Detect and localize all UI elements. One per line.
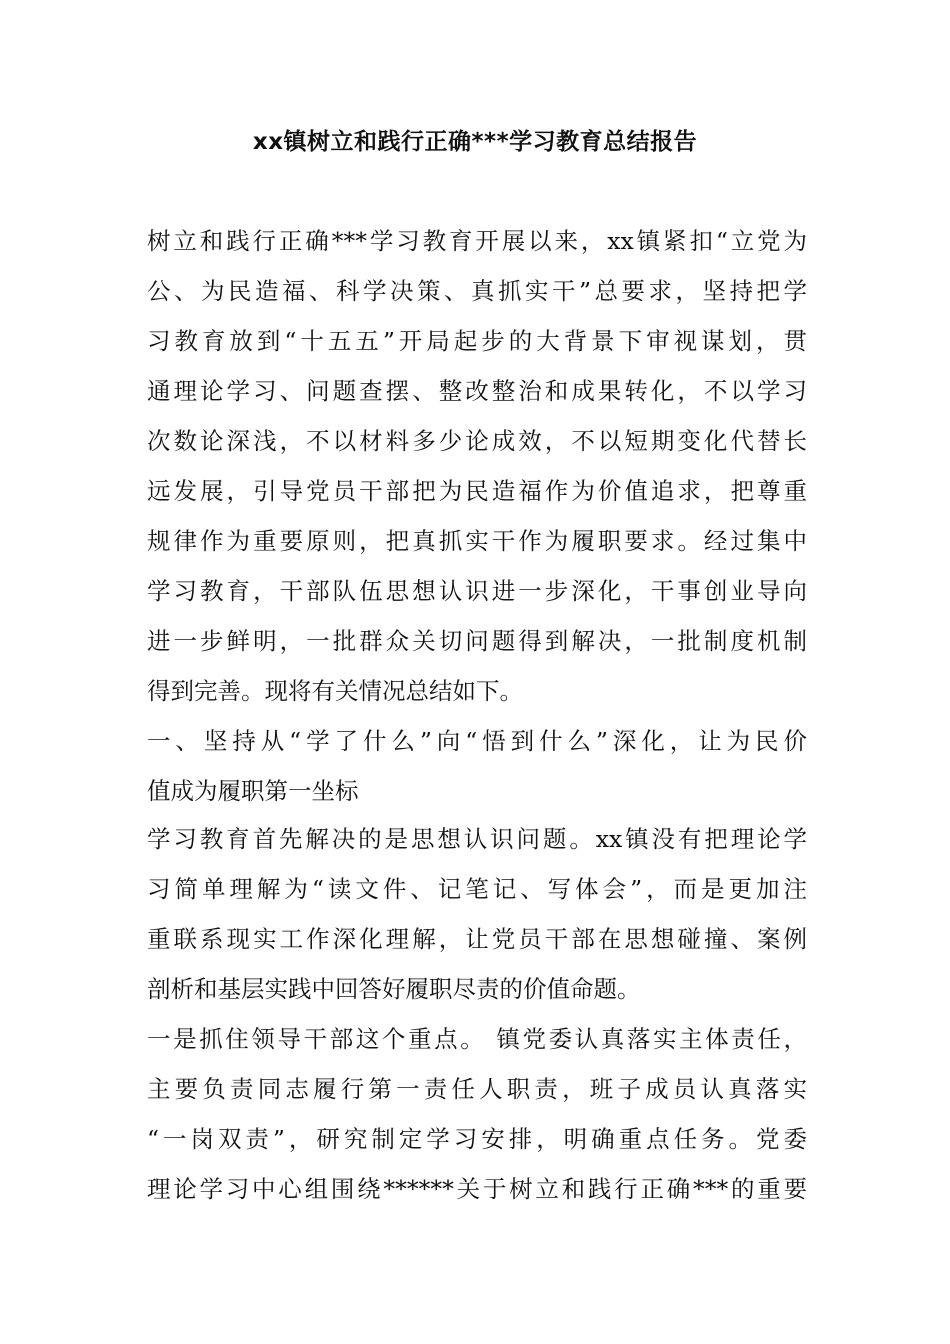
text-line: 剖析和基层实践中回答好履职尽责的价值命题。: [147, 975, 641, 1003]
text-line: 次数论深浅，不以材料多少论成效，不以短期变化代替长: [147, 427, 807, 455]
text-line: 远发展，引导党员干部把为民造福作为价值追求，把尊重: [147, 477, 807, 505]
text-line: 得到完善。现将有关情况总结如下。: [147, 677, 523, 705]
text-line: 理论学习中心组围绕******关于树立和践行正确***的重要: [147, 1175, 807, 1203]
text-line: 树立和践行正确***学习教育开展以来，xx镇紧扣“立党为: [147, 227, 807, 255]
text-line: 规律作为重要原则，把真抓实干作为履职要求。经过集中: [147, 527, 807, 555]
text-line: 学习教育首先解决的是思想认识问题。xx镇没有把理论学: [147, 825, 807, 853]
text-line: 习教育放到“十五五”开局起步的大背景下审视谋划，贯: [147, 327, 807, 355]
text-line: 通理论学习、问题查摆、整改整治和成果转化，不以学习: [147, 377, 807, 405]
text-line: 一是抓住领导干部这个重点。 镇党委认真落实主体责任，: [147, 1025, 807, 1053]
text-line: “一岗双责”，研究制定学习安排，明确重点任务。党委: [147, 1125, 807, 1153]
section-heading-line: 值成为履职第一坐标: [147, 777, 359, 805]
text-line: 主要负责同志履行第一责任人职责，班子成员认真落实: [147, 1075, 807, 1103]
text-line: 习简单理解为“读文件、记笔记、写体会”，而是更加注: [147, 875, 807, 903]
document-title: xx镇树立和践行正确***学习教育总结报告: [252, 129, 698, 155]
text-line: 进一步鲜明，一批群众关切问题得到解决，一批制度机制: [147, 627, 807, 655]
text-line: 学习教育，干部队伍思想认识进一步深化，干事创业导向: [147, 577, 807, 605]
section-heading-line: 一、坚持从“学了什么”向“悟到什么”深化，让为民价: [147, 727, 807, 755]
text-line: 公、为民造福、科学决策、真抓实干”总要求，坚持把学: [147, 277, 807, 305]
text-line: 重联系现实工作深化理解，让党员干部在思想碰撞、案例: [147, 925, 807, 953]
